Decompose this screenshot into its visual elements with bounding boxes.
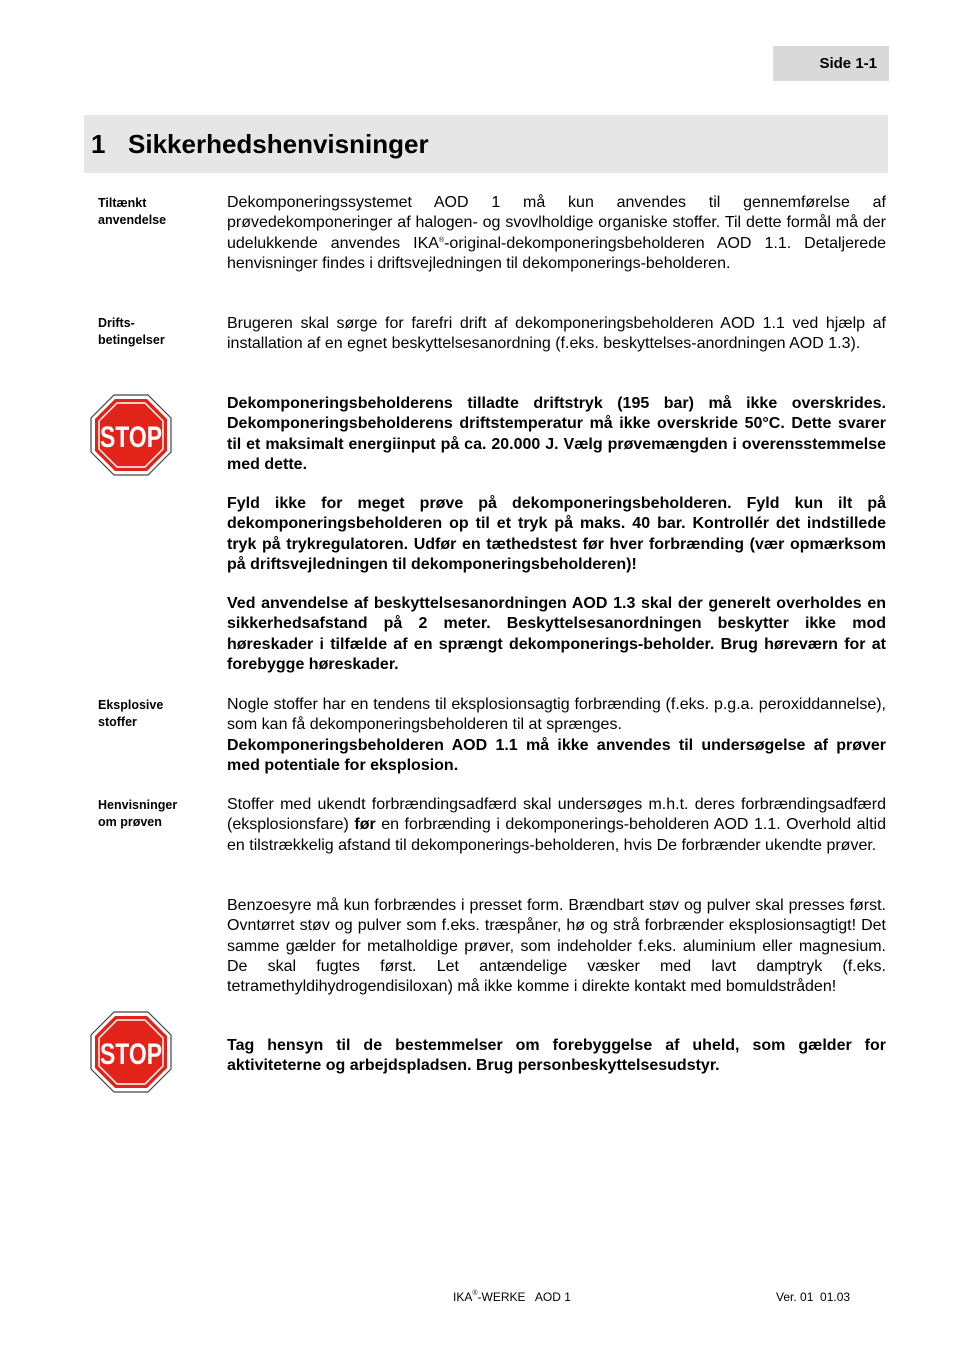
text-run: Dekomponeringssystemet AOD 1 må kun anvendes til gennemførelse af prøvedekomponeringer af halogen- og svovlholdige organiske stoffer. Til dette formål må der udelukkende anvendes IKA bbox=[227, 194, 886, 252]
label-line: Eksplosive bbox=[98, 698, 164, 712]
stop-sign-icon bbox=[90, 1011, 172, 1093]
registered-mark: ® bbox=[438, 236, 445, 244]
brand-rest: -WERKE AOD 1 bbox=[477, 1290, 571, 1304]
text-run: -original-dekomponeringsbeholderen AOD 1.1. Detaljerede henvisninger findes i driftsvejledningen til dekomponerings-beholderen. bbox=[227, 234, 887, 272]
label-operating-conditions bbox=[98, 315, 216, 349]
chapter-heading bbox=[84, 115, 888, 173]
brand-name: IKA bbox=[453, 1290, 473, 1304]
page-number-badge bbox=[773, 46, 889, 81]
text-run-bold: Dekomponeringsbeholderen AOD 1.1 må ikke anvendes til undersøgelse af prøver med potentiale for eksplosion. bbox=[227, 736, 886, 774]
registered-mark: ® bbox=[472, 1290, 478, 1297]
text-run: en forbrænding i dekomponerings-beholderen AOD 1.1. Overhold altid en tilstrækkelig afstand til dekomponerings-beholderen, hvis De forbrænder ukendte prøver. bbox=[227, 816, 886, 854]
warning-accident-regulations: Tag hensyn til de bestemmelser om forebyggelse af uheld, som gælder for aktiviteterne og arbejdspladsen. Brug personbeskyttelsesudstyr. bbox=[227, 1037, 886, 1075]
page-number: Side 1-1 bbox=[819, 55, 877, 72]
label-intended-use bbox=[98, 195, 216, 229]
text-run-bold: før bbox=[354, 816, 376, 834]
paragraph-benzoic-acid: Benzoesyre må kun forbrændes i presset form. Brændbart støv og pulver skal presses først. Ovntørret støv og pulver som f.eks. træspåner, hø og strå forbrænder eksplosionsagtigt! Det samme gælder for metalholdige prøver, som indeholder f.eks. aluminium eller magnesium. De skal fugtes først. Let antændelige væsker med lavt damptryk (f.eks. tetramethyldihydrogendisiloxan) må ikke komme i direkte kontakt med bomuldstråden! bbox=[227, 897, 886, 996]
footer-version: Ver. 01 01.03 bbox=[776, 1290, 851, 1304]
paragraph-explosive-substances bbox=[227, 695, 886, 776]
text-run: Stoffer med ukendt forbrændingsadfærd skal undersøges m.h.t. deres forbrændingsadfærd (eksplosionsfare) bbox=[227, 796, 886, 834]
warning-pressure-limit: Dekomponeringsbeholderens tilladte driftstryk (195 bar) må ikke overskrides. Dekomponeringsbeholderens driftstemperatur må ikke overskride 50°C. Dette svarer til et maksimalt energiinput på ca. 20.000 J. Vælg prøvemængden i overensstemmelse med dette. bbox=[227, 395, 886, 473]
label-line: Tiltænkt bbox=[98, 196, 147, 210]
chapter-title: Sikkerhedshenvisninger bbox=[128, 128, 429, 159]
stop-sign-text: STOP bbox=[100, 421, 162, 454]
stop-sign-icon bbox=[90, 394, 172, 476]
label-line: stoffer bbox=[98, 715, 137, 729]
label-line: Drifts- bbox=[98, 316, 135, 330]
chapter-number: 1 bbox=[91, 128, 106, 159]
paragraph-intended-use bbox=[227, 193, 886, 274]
warning-fill-oxygen: Fyld ikke for meget prøve på dekomponeringsbeholderen. Fyld kun ilt på dekomponeringsbeholderen op til et tryk på maks. 40 bar. Kontrollér det indstillede tryk på trykregulatoren. Udfør en tæthedstest før hver forbrænding (vær opmærksom på driftsvejledningen til dekomponeringsbeholderen)! bbox=[227, 495, 886, 573]
footer-brand bbox=[453, 1290, 571, 1304]
label-explosive-substances bbox=[98, 697, 216, 731]
label-sample-notes bbox=[98, 797, 216, 831]
paragraph-sample-notes bbox=[227, 795, 886, 856]
paragraph-operating-conditions: Brugeren skal sørge for farefri drift af dekomponeringsbeholderen AOD 1.1 ved hjælp af installation af en egnet beskyttelsesanordning (f.eks. beskyttelses-anordningen AOD 1.3). bbox=[227, 315, 886, 353]
text-run: Nogle stoffer har en tendens til eksplosionsagtig forbrænding (f.eks. p.g.a. peroxiddannelse), som kan få dekomponeringsbeholderen til at sprænges. bbox=[227, 696, 886, 734]
label-line: betingelser bbox=[98, 333, 165, 347]
label-line: anvendelse bbox=[98, 213, 167, 227]
stop-sign-text: STOP bbox=[100, 1038, 162, 1071]
label-line: om prøven bbox=[98, 815, 162, 829]
label-line: Henvisninger bbox=[98, 798, 178, 812]
warning-safety-distance: Ved anvendelse af beskyttelsesanordningen AOD 1.3 skal der generelt overholdes en sikkerhedsafstand på 2 meter. Beskyttelsesanordningen beskytter ikke mod høreskader i tilfælde af en sprængt dekomponerings-beholder. Brug høreværn for at forebygge høreskader. bbox=[227, 595, 886, 673]
